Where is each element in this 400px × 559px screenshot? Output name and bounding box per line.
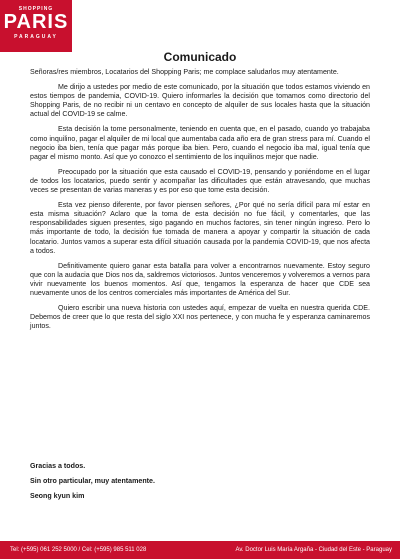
- greeting-paragraph: Señoras/res miembros, Locatarios del Shopping Paris; me complace saludarlos muy atentamente.: [30, 68, 339, 76]
- thanks-line: Gracias a todos.: [30, 462, 86, 470]
- footer-phones: Tel: (+595) 061 252 5000 / Cel: (+595) 985 511 028: [10, 547, 147, 553]
- body-paragraph: Quiero escribir una nueva historia con ustedes aquí, empezar de vuelta en nuestra querida CDE. Debemos de creer que lo que resta del siglo XXI nos pertenece, y con mucha fe y esperanza caminaremos juntos.: [30, 304, 370, 331]
- footer-address: Av. Doctor Luis María Argaña - Ciudad del Este - Paraguay: [235, 547, 392, 553]
- letter-body: [30, 68, 370, 337]
- body-paragraph: Me dirijo a ustedes por medio de este comunicado, por la situación que todos estamos viviendo en estos tiempos de pandemia, COVID-19. Quiero informarles la decisión que tomamos como directorio del Shopping Paris, de no recibir ni un centavo en concepto de alquiler de sus locales hasta que la situación actual del COVID-19 se calme.: [30, 83, 370, 119]
- regards-line: Sin otro particular, muy atentamente.: [30, 477, 155, 485]
- body-paragraph: Definitivamente quiero ganar esta batalla para volver a encontrarnos nuevamente. Estoy seguro que con la audacia que Dios nos da, saldremos victoriosos. Juntos venceremos y volveremos a vernos para vivir nuevamente los buenos momentos. Así que, tengamos la esperanza de hacer que CDE sea nuevamente unos de los centros comerciales más importantes de América del Sur.: [30, 261, 370, 297]
- logo-main-text: PARIS: [3, 11, 69, 33]
- body-paragraph: Esta decisión la tome personalmente, teniendo en cuenta que, en el pasado, cuando yo trabajaba como inquilino, pagar el alquiler de mi local que aumentaba cada año era de gran stress para mí. Cuando el negocio iba bien, tenía que pagar más porque iba bien. Pero, cuando el negocio iba mal, igual tenía que pagar el mismo monto. Así que yo conozco el sentimiento de los inquilinos mejor que nadie.: [30, 125, 370, 161]
- document-title: Comunicado: [163, 50, 237, 64]
- logo-bottom-text: PARAGUAY: [14, 34, 58, 40]
- signature-name: Seong kyun kim: [30, 492, 85, 500]
- body-paragraph: Preocupado por la situación que esta causado el COVID-19, pensando y poniéndome en el lugar de todos los locatarios, puedo sentir y acompañar las dificultades que están atravesando, que muchas veces se presentan de varias maneras y es por eso que tome esta decisión.: [30, 167, 370, 195]
- logo-top-text: SHOPPING: [18, 6, 54, 12]
- shopping-paris-logo: [0, 0, 72, 52]
- letter-closing: [30, 462, 155, 507]
- footer-bar: [0, 541, 400, 559]
- body-paragraph: Esta vez pienso diferente, por favor piensen señores, ¿Por qué no sería difícil para mí estar en esta misma situación? Aclaro que la toma de esta decisión no fue fácil, y comentarles, que las responsabilidades siguen presentes, sigo pagando en muchos factores, sin tener ningún ingreso. Pero lo más importante de todo, la decisión fue tomada de manera a apoyar y compartir la situación de cada locatario. Juntos vamos a superar esta difícil situación causada por la pandemia COVID-19, que nos afecta a todos.: [30, 201, 370, 255]
